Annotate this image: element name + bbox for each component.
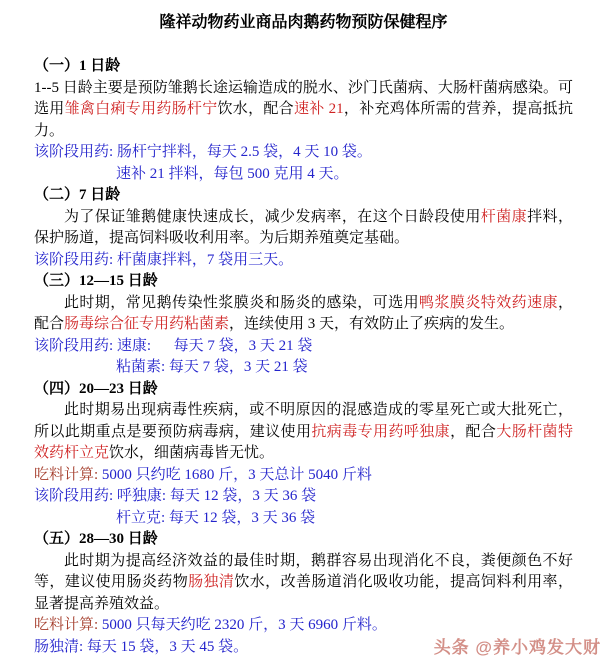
medication-line: 肠独清: 每天 15 袋，3 天 45 袋。 [34,638,249,655]
medication-line: 速补 21 拌料，每包 500 克用 4 天。 [116,165,349,182]
para-text: ，配合 [450,423,497,440]
feed-calc-label: 吃料计算: [34,466,102,483]
para-text: ，连续使用 3 天，有效防止了疾病的发生。 [229,316,515,332]
paragraph [34,551,573,616]
drug-name-highlight: 杆菌康 [480,208,528,225]
section-heading: （二）7 日龄 [34,187,121,203]
medication-line: 该阶段用药: 呼独康: 每天 12 袋，3 天 36 袋 [34,488,317,504]
feed-calculation-line [34,465,573,487]
section-age-12-15 [34,271,573,379]
section-age-7 [34,185,573,271]
drug-name-highlight: 速补 21 [293,101,344,117]
para-text: ，补充鸡体所需的营养，提高抵抗力。 [34,101,573,139]
medication-line: 该阶段用药: 杆菌康拌料，7 袋用三天。 [34,251,294,268]
paragraph [34,78,573,143]
drug-name-highlight: 鸭浆膜炎特效药速康 [419,294,558,311]
para-text: 1--5 日龄主要是预防雏鹅长途运输造成的脱水、沙门氏菌病、大肠杆菌病感染。可选用 [34,79,573,117]
para-text: 此时期易出现病毒性疾病，或不明原因的混感造成的零星死亡或大批死亡，所以此期重点是要预防病毒病，建议使用 [34,402,573,440]
drug-name-highlight: 雏禽白痢专用药肠杆宁 [64,101,218,117]
drug-name-highlight: 肠毒综合征专用药粘菌素 [64,316,230,332]
drug-name-highlight: 肠独清 [188,574,235,590]
section-heading: （五）28—30 日龄 [34,531,158,547]
section-heading: （四）20—23 日龄 [34,380,158,397]
para-text: 饮水，改善肠道消化吸收功能，提高饲料利用率，显著提高养殖效益。 [34,574,573,612]
feed-calc-label: 吃料计算: [34,617,102,633]
para-text: 饮水，细菌病毒皆无忧。 [109,445,275,461]
paragraph [34,207,573,250]
medication-line: 该阶段用药: 速康: 每天 7 袋，3 天 21 袋 [34,337,313,354]
paragraph [34,293,573,336]
medication-line: 粘菌素: 每天 7 袋，3 天 21 袋 [116,359,308,375]
para-text: 拌料，保护肠道，提高饲料吸收利用率。为后期养殖奠定基础。 [34,208,573,246]
para-text: 此时期，常见鹅传染性浆膜炎和肠炎的感染，可选用 [64,294,420,311]
para-text: ，配合 [34,294,573,332]
medication-line: 该阶段用药: 肠杆宁拌料，每天 2.5 袋，4 天 10 袋。 [34,144,372,160]
page-title: 隆祥动物药业商品肉鹅药物预防保健程序 [159,14,448,31]
drug-name-highlight: 抗病毒专用药呼独康 [311,423,451,440]
section-age-1 [34,56,573,185]
medication-line: 杆立克: 每天 12 袋，3 天 36 袋 [116,509,316,526]
section-heading: （一）1 日龄 [34,58,121,74]
drug-name-highlight: 大肠杆菌特效药杆立克 [34,423,573,461]
section-heading: （三）12—15 日龄 [34,273,158,289]
watermark-toutiao: 头条 @养小鸡发大财 [433,638,601,657]
para-text: 此时期为提高经济效益的最佳时期，鹅群容易出现消化不良，粪便颜色不好等，建议使用肠炎药物 [34,552,573,590]
para-text: 为了保证雏鹅健康快速成长，减少发病率，在这个日龄段使用 [64,208,481,225]
paragraph [34,400,573,465]
feed-calc-value: 5000 只每天约吃 2320 斤，3 天 6960 斤料。 [101,617,387,633]
para-text: 饮水，配合 [217,101,294,117]
section-age-20-23 [34,379,573,530]
feed-calc-value: 5000 只约吃 1680 斤，3 天总计 5040 斤料 [101,466,372,483]
